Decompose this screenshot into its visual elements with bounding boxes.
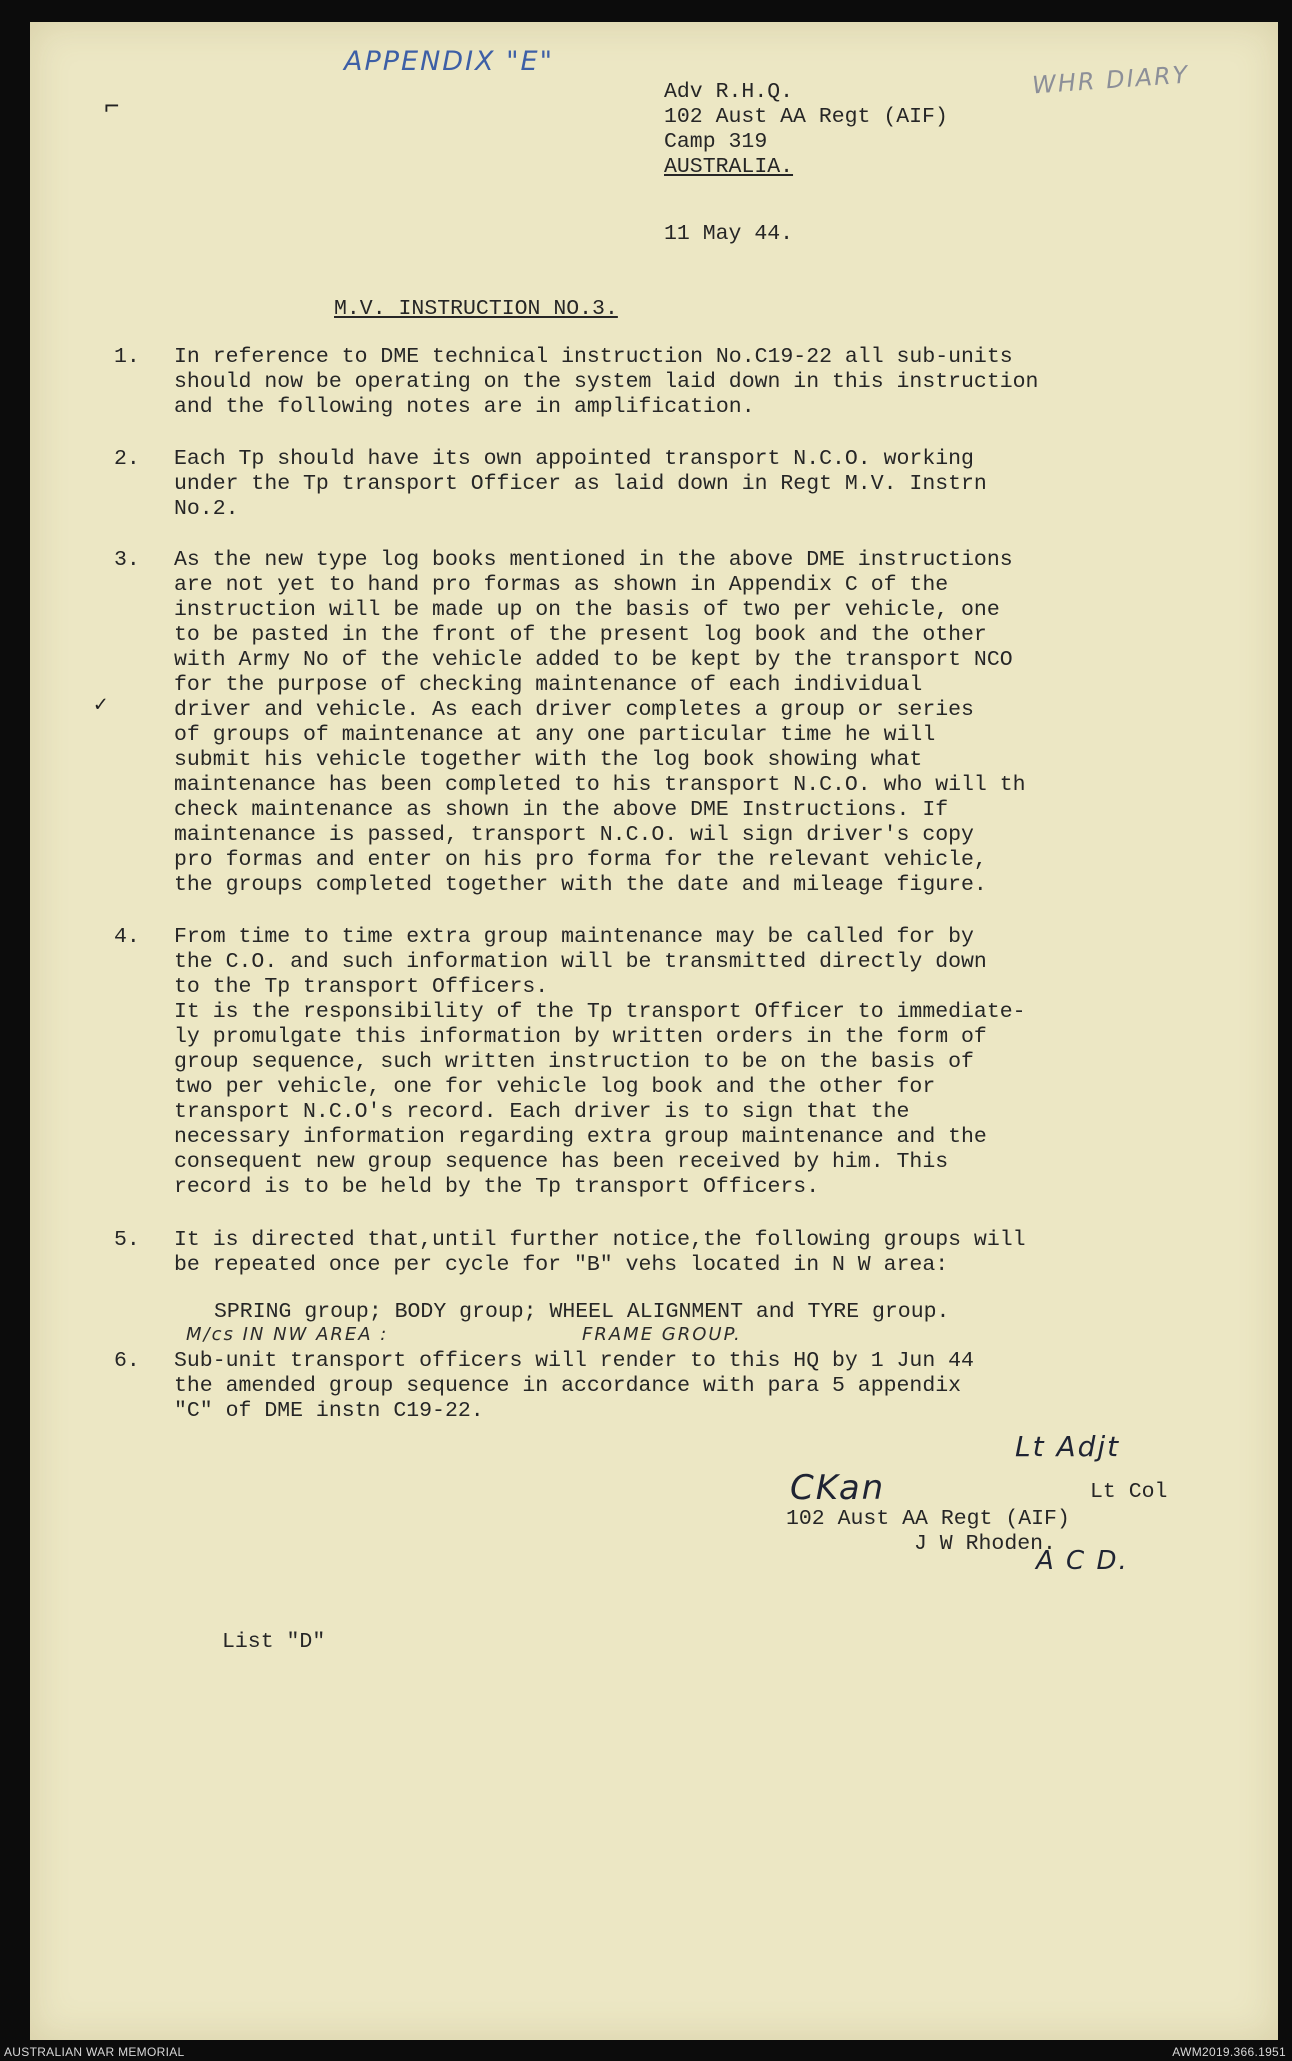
text-line: necessary information regarding extra group maintenance and the <box>174 1125 987 1149</box>
paragraph-number: 1. <box>114 345 140 369</box>
distribution-list: List "D" <box>222 1630 326 1654</box>
text-line: In reference to DME technical instruction No.C19-22 all sub-units <box>174 345 1013 369</box>
paragraph-number: 5. <box>114 1228 140 1252</box>
paragraph-number: 2. <box>114 447 140 471</box>
address-line-1: Adv R.H.Q. <box>664 80 794 104</box>
margin-tick-mark: ✓ <box>94 693 108 718</box>
text-line: two per vehicle, one for vehicle log book and the other for <box>174 1075 936 1099</box>
text-line: instruction will be made up on the basis of two per vehicle, one <box>174 598 1000 622</box>
address-line-2: 102 Aust AA Regt (AIF) <box>664 105 948 129</box>
maintenance-groups-line: SPRING group; BODY group; WHEEL ALIGNMENT and TYRE group. <box>214 1300 950 1324</box>
text-line: should now be operating on the system laid down in this instruction <box>174 370 1039 394</box>
text-line: maintenance is passed, transport N.C.O. wil sign driver's copy <box>174 823 974 847</box>
text-line: record is to be held by the Tp transport Officers. <box>174 1175 820 1199</box>
mcs-handwritten-note: M/cs IN NW AREA : <box>186 1324 389 1345</box>
text-line: consequent new group sequence has been received by him. This <box>174 1150 949 1174</box>
paragraph-number: 3. <box>114 548 140 572</box>
paragraph-number: 6. <box>114 1349 140 1373</box>
appendix-annotation: APPENDIX "E" <box>344 46 555 77</box>
text-line: to be pasted in the front of the present log book and the other <box>174 623 987 647</box>
address-line-3: Camp 319 <box>664 130 768 154</box>
text-line: submit his vehicle together with the log book showing what <box>174 748 923 772</box>
text-line: driver and vehicle. As each driver completes a group or series <box>174 698 974 722</box>
paragraph-number: 4. <box>114 925 140 949</box>
text-line: No.2. <box>174 497 239 521</box>
signatory-unit: 102 Aust AA Regt (AIF) <box>786 1507 1070 1531</box>
text-line: for the purpose of checking maintenance of each individual <box>174 673 923 697</box>
text-line: It is directed that,until further notice,the following groups will <box>174 1228 1026 1252</box>
text-line: with Army No of the vehicle added to be kept by the transport NCO <box>174 648 1013 672</box>
text-line: "C" of DME instn C19-22. <box>174 1399 484 1423</box>
war-diary-stamp: WHR DIARY <box>1031 60 1191 100</box>
text-line: pro formas and enter on his pro forma for the relevant vehicle, <box>174 848 987 872</box>
text-line: ly promulgate this information by written orders in the form of <box>174 1025 987 1049</box>
text-line: From time to time extra group maintenance may be called for by <box>174 925 974 949</box>
footer-institution: AUSTRALIAN WAR MEMORIAL <box>4 2045 185 2059</box>
signature-scrawl: CKan <box>790 1468 886 1508</box>
text-line: transport N.C.O's record. Each driver is to sign that the <box>174 1100 910 1124</box>
initials-handwritten: A C D. <box>1036 1546 1129 1576</box>
text-line: the groups completed together with the date and mileage figure. <box>174 873 987 897</box>
signatory-name: J W Rhoden. <box>914 1532 1056 1556</box>
text-line: to the Tp transport Officers. <box>174 975 549 999</box>
text-line: check maintenance as shown in the above DME Instructions. If <box>174 798 949 822</box>
text-line: It is the responsibility of the Tp transport Officer to immediate- <box>174 1000 1026 1024</box>
sender-address <box>664 80 948 180</box>
text-line: maintenance has been completed to his transport N.C.O. who will th <box>174 773 1026 797</box>
text-line: be repeated once per cycle for "B" vehs located in N W area: <box>174 1253 949 1277</box>
document-date: 11 May 44. <box>664 222 794 246</box>
signatory-rank: Lt Col <box>1090 1480 1168 1504</box>
document-title: M.V. INSTRUCTION NO.3. <box>334 297 618 321</box>
text-line: of groups of maintenance at any one particular time he will <box>174 723 936 747</box>
text-line: are not yet to hand pro formas as shown in Appendix C of the <box>174 573 949 597</box>
text-line: under the Tp transport Officer as laid down in Regt M.V. Instrn <box>174 472 987 496</box>
footer-accession-number: AWM2019.366.1951 <box>1172 2045 1286 2059</box>
text-line: the amended group sequence in accordance with para 5 appendix <box>174 1374 962 1398</box>
text-line: and the following notes are in amplification. <box>174 395 755 419</box>
text-line: the C.O. and such information will be transmitted directly down <box>174 950 987 974</box>
frame-group-handwritten-note: FRAME GROUP. <box>582 1324 742 1345</box>
text-line: As the new type log books mentioned in the above DME instructions <box>174 548 1013 572</box>
text-line: Sub-unit transport officers will render to this HQ by 1 Jun 44 <box>174 1349 974 1373</box>
text-line: group sequence, such written instruction to be on the basis of <box>174 1050 974 1074</box>
tick-mark: ⌐ <box>104 92 120 122</box>
address-line-4: AUSTRALIA. <box>664 155 794 179</box>
lt-adjt-handwritten: Lt Adjt <box>1015 1430 1121 1463</box>
text-line: Each Tp should have its own appointed transport N.C.O. working <box>174 447 974 471</box>
